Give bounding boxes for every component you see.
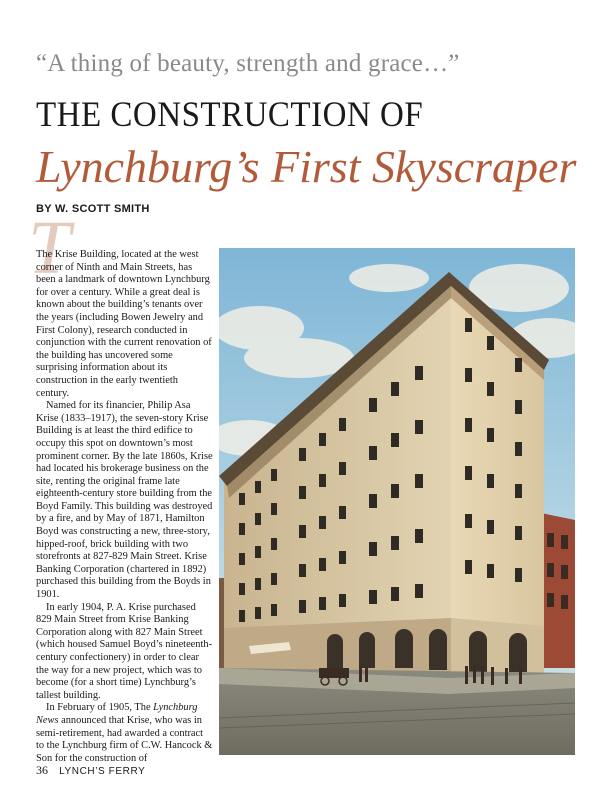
paragraph-4-start: In February of 1905, The <box>46 702 154 714</box>
page-number: 36 <box>36 763 48 777</box>
article-title-line1: THE CONSTRUCTION OF <box>36 96 424 135</box>
article-body <box>36 249 213 765</box>
paragraph-4 <box>36 702 213 765</box>
article-kicker: “A thing of beauty, strength and grace…” <box>36 50 460 77</box>
paragraph-2: Named for its financier, Philip Asa Krise (1833–1917), the seven-story Krise Building is at least the third edifice to occupy this spot on downtown’s most prominent corner. By the late 1860s, Krise had located his brokerage business on the site, renting the original frame late eighteenth-century store building from the Boyd Family. This building was destroyed by a fire, and by May of 1871, Hamilton Boyd was constructing a new, three-story, hipped-roof, brick building with two storefronts at 827-829 Main Street. Krise Banking Corporation (chartered in 1892) purchased this building from the Boyds in 1901. <box>36 400 213 601</box>
paragraph-4-rest: announced that Krise, who was in semi-retirement, had awarded a contract to the Lynchburg firm of C.W. Hancock & Son for the construction of <box>36 714 213 764</box>
krise-building-postcard-image <box>219 248 575 755</box>
byline: BY W. SCOTT SMITH <box>36 203 150 215</box>
drop-cap: T <box>28 206 71 290</box>
paragraph-3: In early 1904, P. A. Krise purchased 829 Main Street from Krise Banking Corporation along with 827 Main Street (which housed Samuel Boyd’s nineteenth-century confectionery) in order to clear the way for a new project, which was to become (for a short time) Lynchburg’s tallest building. <box>36 601 213 701</box>
magazine-name: LYNCH’S FERRY <box>59 766 146 777</box>
newspaper-name: Lynchburg News <box>36 702 198 726</box>
article-title-line2: Lynchburg’s First Skyscraper <box>36 141 577 192</box>
paragraph-1: The Krise Building, located at the west corner of Ninth and Main Streets, has been a landmark of downtown Lynchburg for over a century. While a great deal is known about the building’s tenants over the years (including Bowen Jewelry and First Colony), research conducted in conjunction with the current renovation of the building has uncovered some surprising information about its construction in the early twentieth century. <box>36 249 212 399</box>
